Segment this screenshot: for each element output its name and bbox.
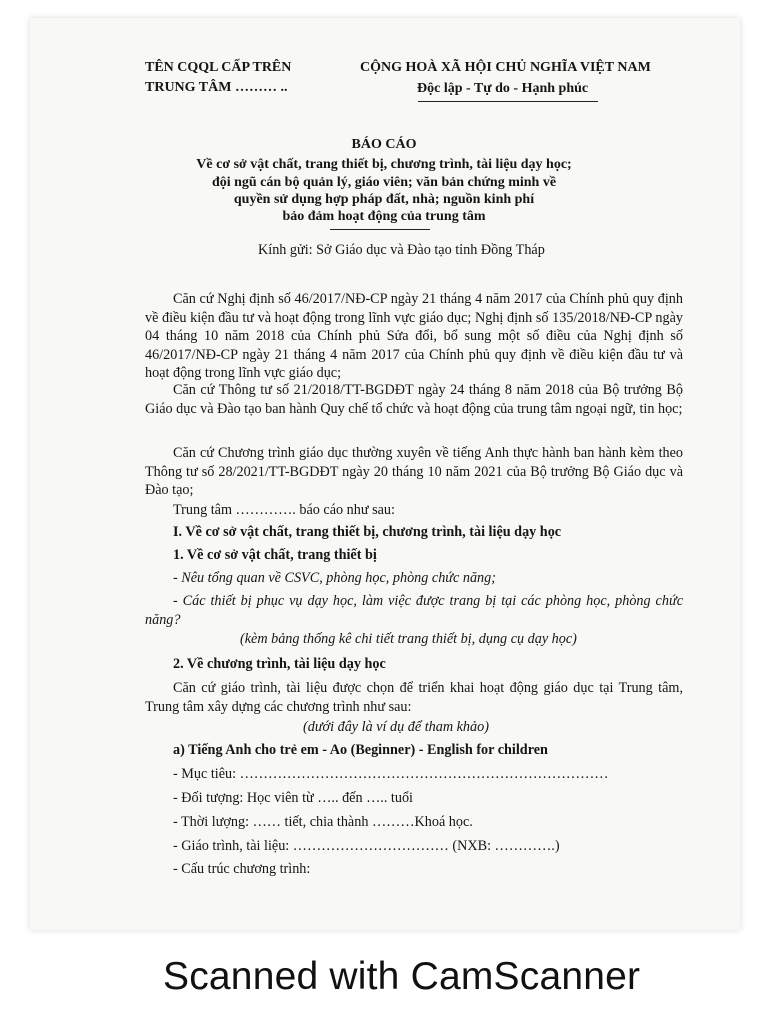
legal-basis-paragraph-2: Căn cứ Thông tư số 21/2018/TT-BGDĐT ngày 24 tháng 8 năm 2018 của Bộ trưởng Bộ Giáo dục và Đào tạo ban hành Quy chế tổ chức và hoạt động của trung tâm ngoại ngữ, tin học; [145, 382, 683, 417]
camscanner-watermark: Scanned with CamScanner [163, 955, 641, 998]
example-note: (dưới đây là ví dụ để tham khảo) [303, 719, 489, 735]
report-subject-line-4: bảo đảm hoạt động của trung tâm [282, 209, 486, 224]
facilities-note: (kèm bảng thống kê chi tiết trang thiết bị, dụng cụ dạy học) [240, 631, 577, 647]
legal-basis-paragraph-3: Căn cứ Chương trình giáo dục thường xuyên về tiếng Anh thực hành ban hành kèm theo Thông tư số 28/2021/TT-BGDĐT ngày 20 tháng 10 năm 2021 của Bộ trưởng Bộ Giáo dục và Đào tạo; [145, 445, 683, 498]
national-title: CỘNG HOÀ XÃ HỘI CHỦ NGHĨA VIỆT NAM [360, 60, 651, 75]
national-motto: Độc lập - Tự do - Hạnh phúc [417, 81, 589, 96]
field-objective: - Mục tiêu: …………………………………………………………………… [173, 766, 609, 782]
report-title: BÁO CÁO [351, 137, 417, 152]
field-materials: - Giáo trình, tài liệu: …………………………… (NXB: ………….) [173, 838, 560, 854]
program-a-title: a) Tiếng Anh cho trẻ em - Ao (Beginner) - English for children [173, 742, 548, 758]
report-subject-line-2: đội ngũ cán bộ quản lý, giáo viên; văn bản chứng minh về [211, 175, 557, 190]
issuing-agency: TÊN CQQL CẤP TRÊN [145, 60, 292, 75]
subsection-facilities: 1. Về cơ sở vật chất, trang thiết bị [173, 547, 377, 563]
field-duration: - Thời lượng: …… tiết, chia thành ………Khoá học. [173, 814, 473, 830]
facilities-bullet-2: - Các thiết bị phục vụ dạy học, làm việc được trang bị tại các phòng học, phòng chức năng? [145, 593, 683, 628]
programs-paragraph: Căn cứ giáo trình, tài liệu được chọn để triển khai hoạt động giáo dục tại Trung tâm, Trung tâm xây dựng các chương trình như sau: [145, 680, 683, 715]
field-structure: - Cấu trúc chương trình: [173, 861, 311, 877]
subsection-programs: 2. Về chương trình, tài liệu dạy học [173, 656, 386, 672]
legal-basis-paragraph-1: Căn cứ Nghị định số 46/2017/NĐ-CP ngày 21 tháng 4 năm 2017 của Chính phủ quy định về điều kiện đầu tư và hoạt động trong lĩnh vực giáo dục; Nghị định số 135/2018/NĐ-CP ngày 04 tháng 10 năm 2018 của Chính phủ Sửa đổi, bổ sung một số điều của Nghị định số 46/2017/NĐ-CP ngày 21 tháng 4 năm 2017 của Chính phủ quy định về điều kiện đầu tư và hoạt động trong lĩnh vực giáo dục; [145, 291, 683, 381]
center-name: TRUNG TÂM ……… .. [145, 80, 288, 95]
report-intro: Trung tâm …………. báo cáo như sau: [173, 502, 395, 518]
recipient: Kính gửi: Sở Giáo dục và Đào tạo tỉnh Đồng Tháp [258, 242, 545, 258]
field-learners: - Đối tượng: Học viên từ ….. đến ….. tuổi [173, 790, 414, 806]
motto-underline [418, 101, 598, 102]
title-underline [330, 229, 430, 230]
report-subject-line-3: quyền sử dụng hợp pháp đất, nhà; nguồn kinh phí [233, 192, 535, 207]
facilities-bullet-1: - Nêu tổng quan về CSVC, phòng học, phòng chức năng; [173, 570, 496, 586]
report-subject-line-1: Về cơ sở vật chất, trang thiết bị, chương trình, tài liệu dạy học; [196, 157, 572, 172]
section-heading: I. Về cơ sở vật chất, trang thiết bị, chương trình, tài liệu dạy học [173, 524, 562, 540]
